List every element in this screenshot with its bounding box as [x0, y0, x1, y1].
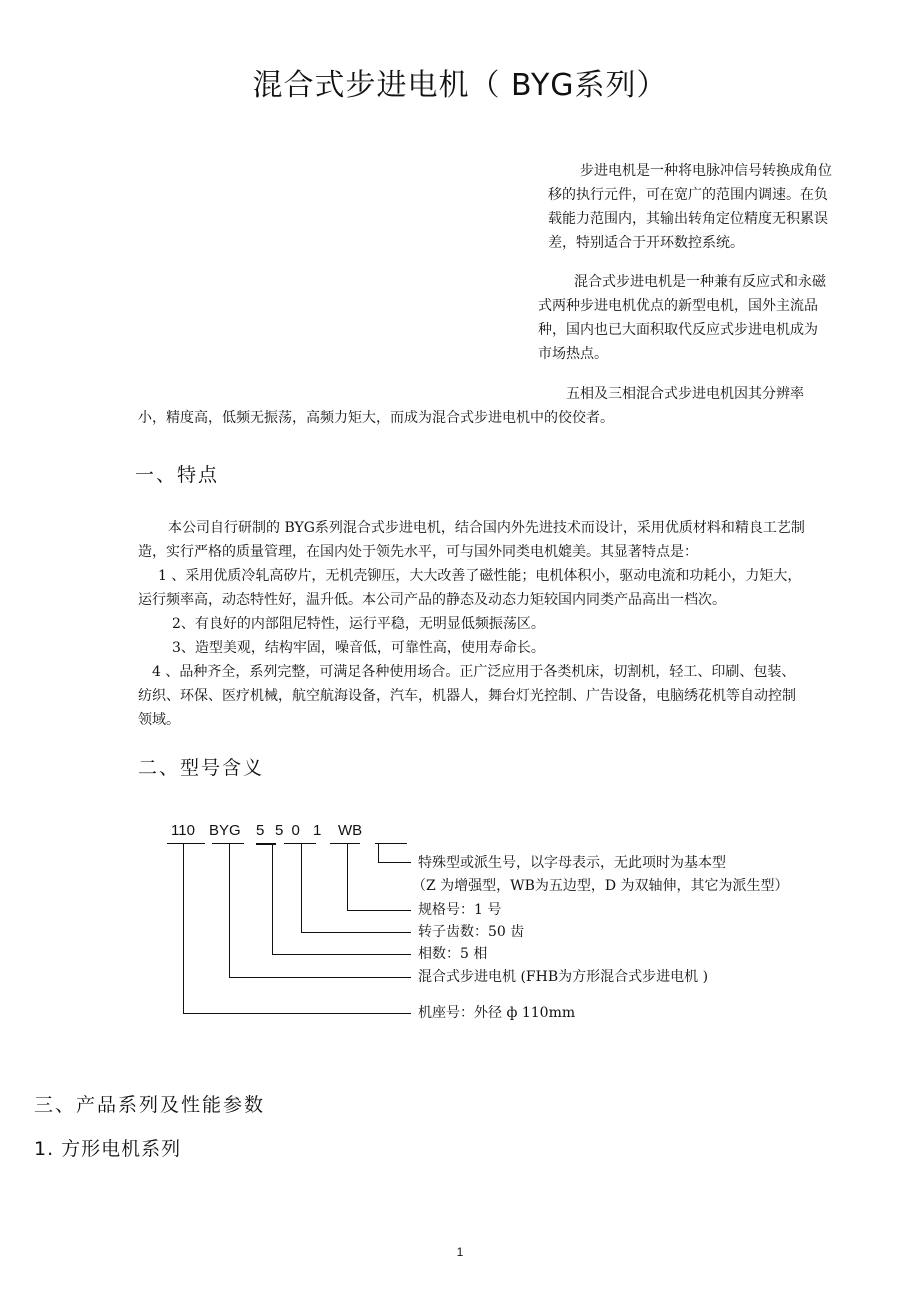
intro-paragraph-1: 步进电机是一种将电脉冲信号转换成角位 移的执行元件，可在宽广的范围内调速。在负 载能力范围内，其输出转角定位精度无积累误 差，特别适合于开环数控系统。: [548, 163, 832, 251]
code-frame-size: 110: [171, 822, 195, 839]
label-rotor-teeth: 转子齿数：50 齿: [418, 924, 525, 940]
label-spec-number: 规格号：1 号: [418, 902, 502, 918]
features-body: 本公司自行研制的 BYG系列混合式步进电机，结合国内外先进技术而设计，采用优质材料和精良工艺制 造，实行严格的质量管理，在国内处于领先水平，可与国外同类电机媲美。其显著特点是： 1 、采用优质冷轧高矽片，无机壳铆压，大大改善了磁性能；电机体积小，驱动电流和功耗小，力矩大， 运行频率高，动态特性好，温升低。本公司产品的静态及动态力矩较国内同类产品高出一档次。 2、有良好的内部阻尼特性，运行平稳，无明显低频振荡区。 3、造型美观，结构牢固，噪音低，可靠性高，使用寿命长。 4 、品种齐全，系列完整，可满足各种使用场合。正广泛应用于各类机床，切割机，轻工、印刷、包装、 纺织、环保、医疗机械，航空航海设备，汽车，机器人，舞台灯光控制、广告设备，电脑绣花机等自动控制 领域。: [138, 520, 805, 728]
underline-phases: [256, 843, 276, 845]
code-spec-number: 1: [313, 822, 322, 839]
page-title: 混合式步进电机（ BYG系列）: [252, 68, 668, 103]
code-rotor-teeth: 5 0: [275, 822, 302, 839]
label-variant: 特殊型或派生号，以字母表示，无此项时为基本型: [418, 855, 726, 871]
underline-frame: [167, 843, 205, 844]
code-type: BYG: [209, 822, 241, 839]
underline-spec: [330, 843, 360, 844]
section-heading-product-series: 三、产品系列及性能参数: [34, 1094, 266, 1116]
section-heading-model-meaning: 二、型号含义: [138, 757, 265, 779]
label-phases: 相数：5 相: [418, 946, 488, 962]
label-variant-detail: （Z 为增强型，WB为五边型，D 为双轴伸，其它为派生型）: [412, 878, 789, 894]
label-motor-type: 混合式步进电机 (FHB为方形混合式步进电机 ): [418, 969, 709, 985]
label-frame-size: 机座号：外径 ф 110mm: [418, 1005, 576, 1021]
underline-variant: [375, 843, 407, 844]
intro-paragraph-3: 五相及三相混合式步进电机因其分辨率 小，精度高，低频无振荡，高频力矩大，而成为混合式步进电机中的佼佼者。: [138, 386, 804, 426]
section-heading-features: 一、特点: [135, 464, 220, 486]
underline-type: [212, 843, 244, 844]
page-number: 1: [456, 1245, 464, 1259]
subheading-square-motor: 1. 方形电机系列: [34, 1138, 182, 1160]
underline-teeth: [284, 843, 316, 844]
code-variant: WB: [338, 822, 363, 839]
intro-paragraph-2: 混合式步进电机是一种兼有反应式和永磁 式两种步进电机优点的新型电机，国外主流品 种，国内也已大面积取代反应式步进电机成为 市场热点。: [538, 274, 826, 362]
code-phases: 5: [256, 822, 265, 839]
